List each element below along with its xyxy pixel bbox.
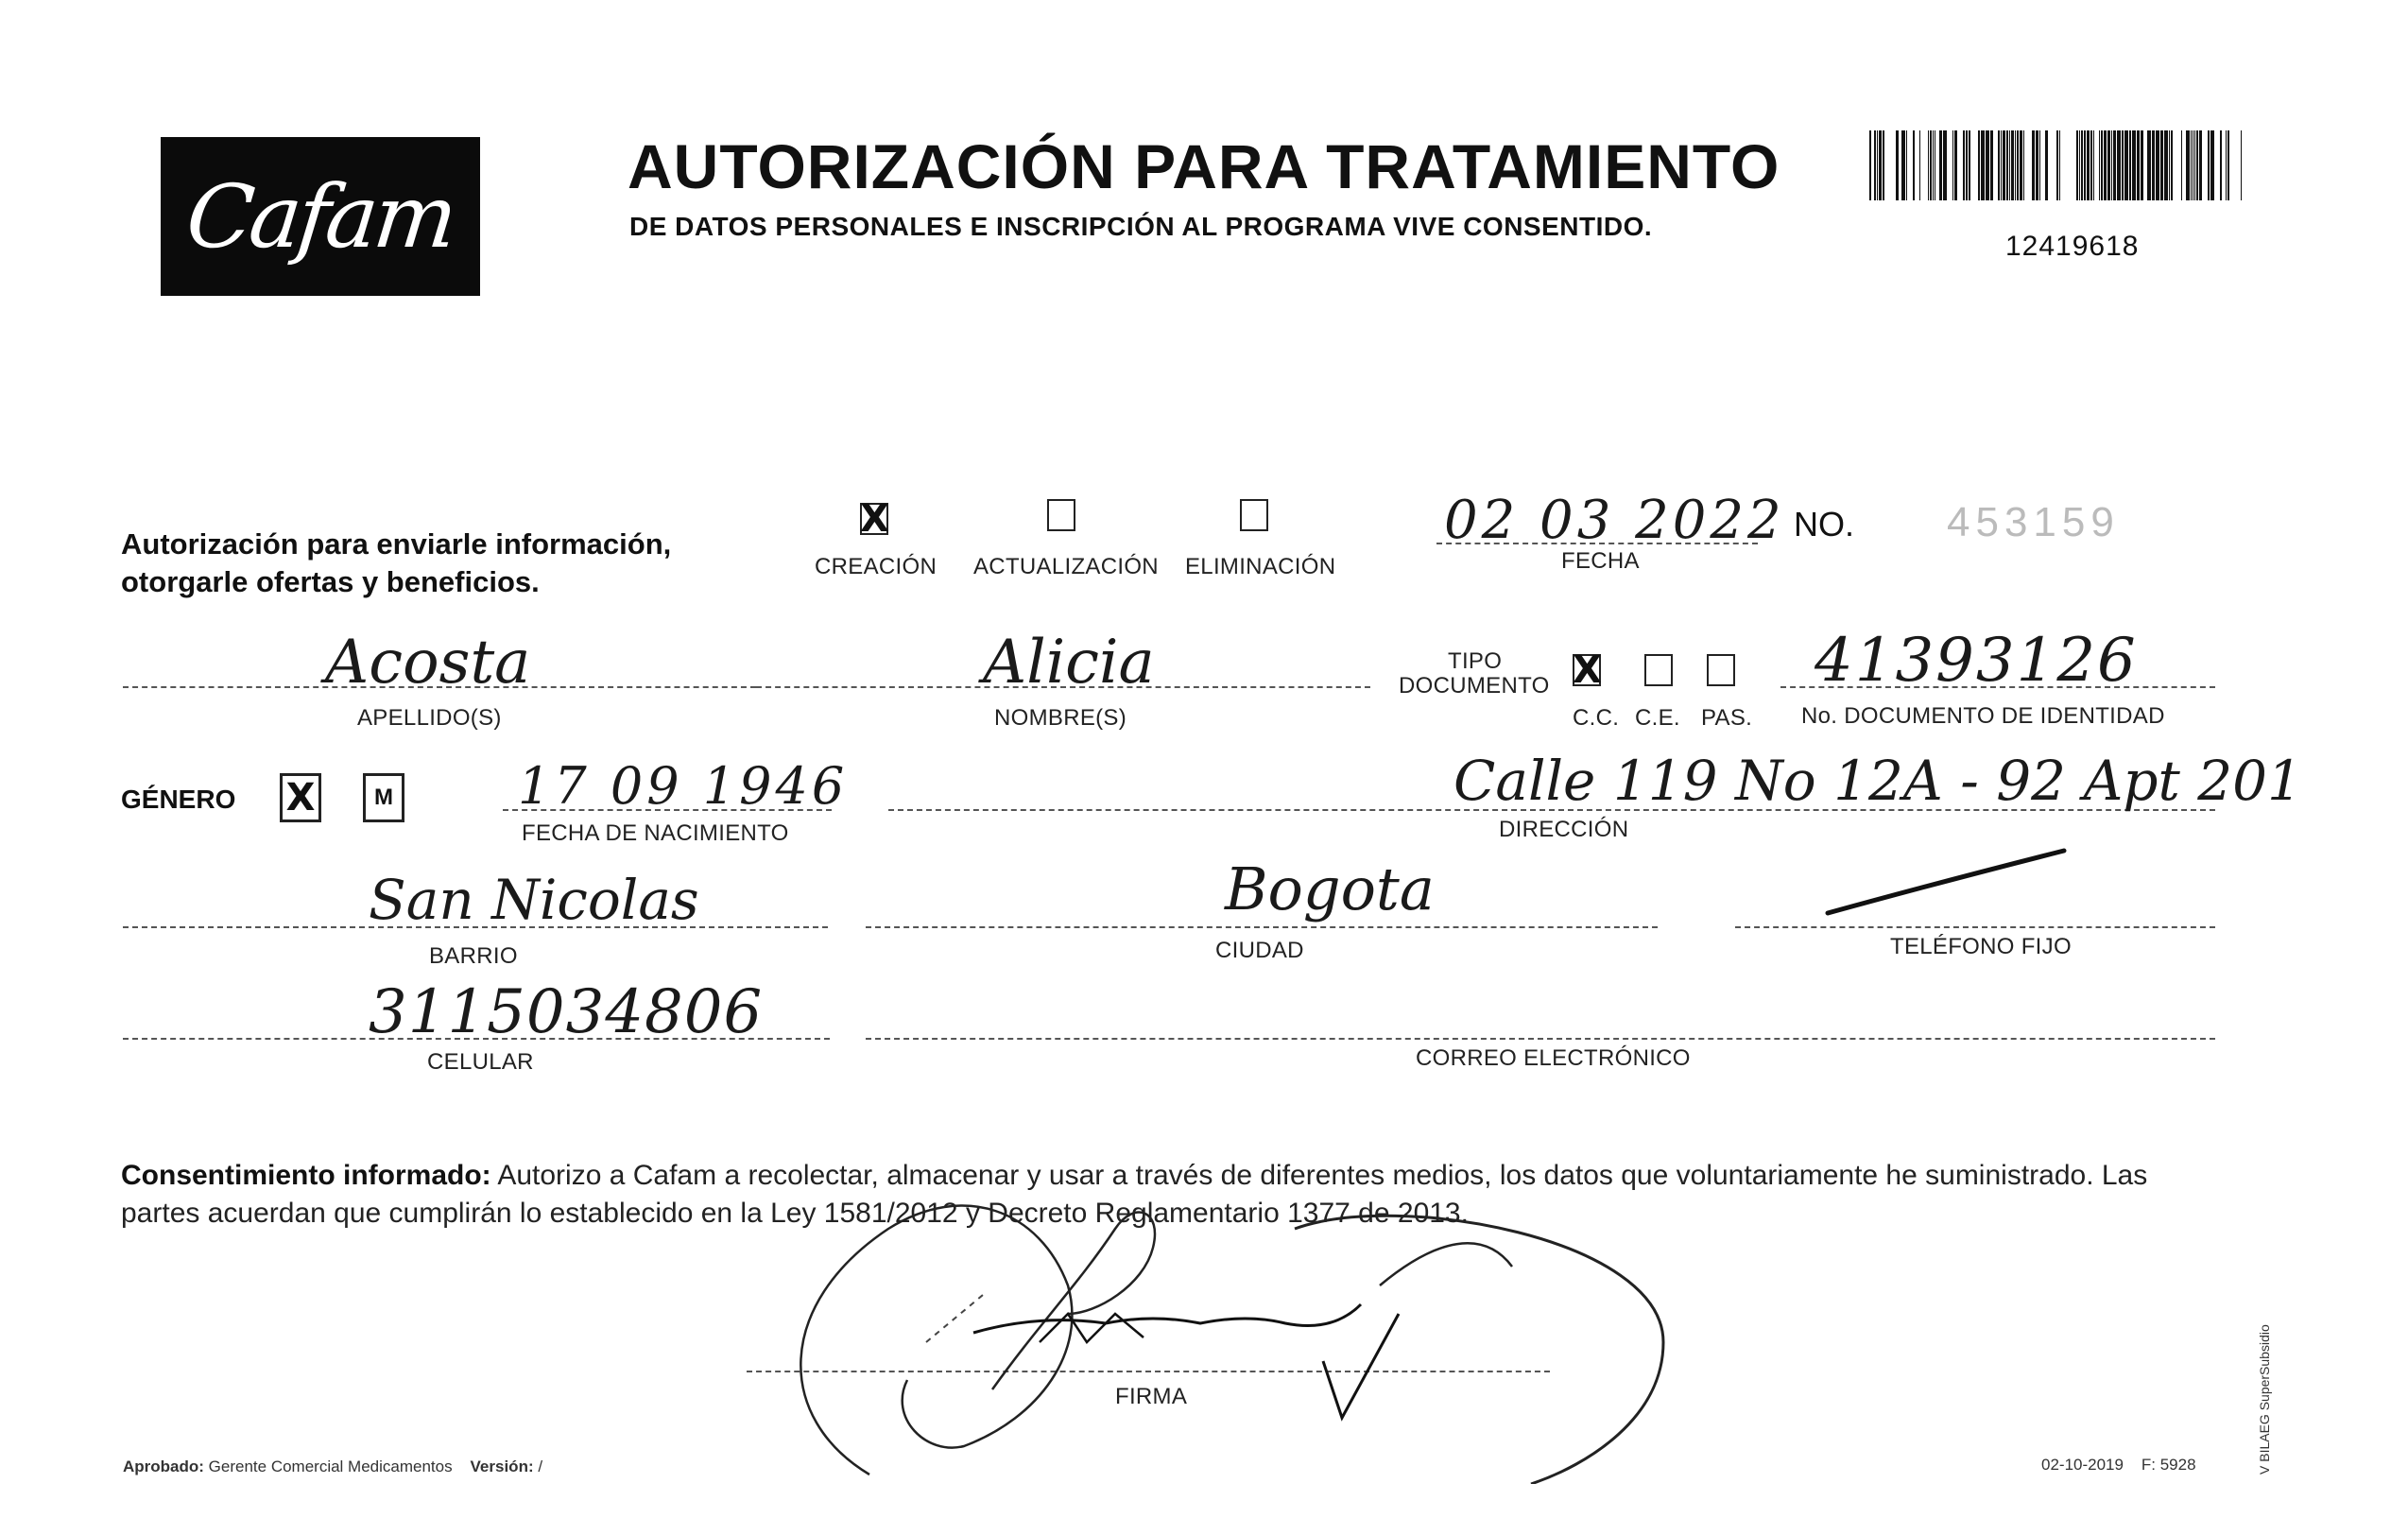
barcode-bar [1874, 130, 1876, 200]
genero-m-letter: M [374, 785, 393, 810]
barrio-value[interactable]: San Nicolas [369, 868, 699, 932]
barcode-bar [1998, 130, 2000, 200]
consent-text: Autorizo a Cafam a recolectar, almacenar y usar a través de diferentes medios, los datos que voluntariamente he suministrado. Las partes acuerdan que cumplirán lo establecido en la Ley 1581/2012 y Decreto Reglamentario 1377 de 2013. [121, 1160, 2148, 1229]
barcode-bar [1933, 130, 1934, 200]
eliminacion-checkbox[interactable] [1240, 499, 1268, 531]
eliminacion-label: ELIMINACIÓN [1185, 554, 1336, 579]
barcode-bar [2226, 130, 2227, 200]
creacion-checkbox[interactable] [860, 497, 889, 541]
barcode-bar [2001, 130, 2002, 200]
barcode-bar [1879, 130, 1882, 200]
barcode-bar [2107, 130, 2110, 200]
barcode-bar [2113, 130, 2116, 200]
version-value: / [538, 1458, 543, 1475]
creacion-check-mark: X [860, 497, 889, 541]
barcode-bar [2045, 130, 2048, 200]
barcode-bar [2011, 130, 2014, 200]
direccion-value[interactable]: Calle 119 No 12A - 92 Apt 201 [1453, 749, 2302, 813]
barcode-bar [2208, 130, 2210, 200]
barcode-bar [1939, 130, 1942, 200]
barcode-bar [2056, 130, 2058, 200]
version-label: Versión: [470, 1458, 534, 1475]
barcode-bar [2220, 130, 2222, 200]
creacion-label: CREACIÓN [815, 554, 937, 579]
barcode-bar [2104, 130, 2107, 200]
form-subtitle: DE DATOS PERSONALES E INSCRIPCIÓN AL PROGRAMA VIVE CONSENTIDO. [629, 212, 1653, 241]
barcode-bar [2186, 130, 2190, 200]
barcode-bar [1981, 130, 1985, 200]
barcode-bar [1966, 130, 1968, 200]
genero-m-checkbox[interactable] [363, 773, 404, 822]
barcode-bar [2059, 130, 2060, 200]
barcode-bar [2087, 130, 2090, 200]
logo-text: Cafam [181, 165, 459, 267]
tipo-label-2: DOCUMENTO [1399, 673, 1550, 699]
barcode [1869, 130, 2249, 200]
numero-value: 453159 [1947, 499, 2120, 545]
celular-label: CELULAR [427, 1049, 534, 1075]
ce-label: C.E. [1635, 705, 1680, 731]
barcode-bar [1906, 130, 1907, 200]
cc-checkbox[interactable] [1573, 648, 1602, 692]
ce-checkbox[interactable] [1644, 654, 1673, 686]
barcode-bar [2137, 130, 2140, 200]
cc-check-mark: X [1573, 648, 1602, 692]
barcode-bar [1990, 130, 1993, 200]
consent-bold: Consentimiento informado: [121, 1160, 491, 1191]
barcode-bar [1869, 130, 1871, 200]
pas-checkbox[interactable] [1707, 654, 1735, 686]
footer-date: 02-10-2019 [2041, 1456, 2124, 1474]
barcode-bar [2084, 130, 2086, 200]
barcode-bar [2147, 130, 2151, 200]
barcode-bar [2141, 130, 2143, 200]
ciudad-line [866, 926, 1658, 928]
barcode-bar [2160, 130, 2163, 200]
barcode-bar [1901, 130, 1905, 200]
barcode-bar [2032, 130, 2035, 200]
correo-line [866, 1038, 2215, 1040]
barcode-bar [2117, 130, 2121, 200]
barcode-bar [2152, 130, 2155, 200]
nacimiento-value[interactable]: 17 09 1946 [518, 756, 849, 816]
apellido-label: APELLIDO(S) [357, 705, 502, 731]
celular-value[interactable]: 3115034806 [369, 977, 764, 1047]
nacimiento-label: FECHA DE NACIMIENTO [522, 820, 789, 846]
footer-form-code: F: 5928 [2141, 1456, 2196, 1474]
telefono-line [1735, 926, 2215, 928]
barcode-bar [2122, 130, 2124, 200]
barcode-bar [2017, 130, 2019, 200]
barcode-bar [2009, 130, 2010, 200]
barcode-bar [2020, 130, 2022, 200]
barcode-bar [1978, 130, 1980, 200]
intro-text [121, 526, 671, 601]
barcode-bar [2210, 130, 2214, 200]
barcode-bar [2199, 130, 2202, 200]
barcode-bar [1883, 130, 1884, 200]
actualizacion-label: ACTUALIZACIÓN [973, 554, 1159, 579]
pas-label: PAS. [1701, 705, 1753, 731]
barcode-bar [2023, 130, 2024, 200]
nombre-value[interactable]: Alicia [983, 628, 1155, 698]
barcode-bar [2006, 130, 2008, 200]
barcode-bar [2015, 130, 2016, 200]
barcode-bar [2099, 130, 2100, 200]
barcode-bar [1913, 130, 1915, 200]
barcode-bar [2227, 130, 2229, 200]
footer-codes [2041, 1456, 2196, 1475]
actualizacion-checkbox[interactable] [1047, 499, 1075, 531]
genero-f-checkbox[interactable] [280, 773, 321, 822]
barcode-bar [2181, 130, 2182, 200]
barcode-bar [2003, 130, 2005, 200]
barcode-bar [2039, 130, 2040, 200]
ciudad-value[interactable]: Bogota [1225, 854, 1435, 923]
barcode-bar [1943, 130, 1947, 200]
footer-approval [123, 1458, 542, 1476]
telefono-strike [1824, 845, 2070, 921]
documento-label: No. DOCUMENTO DE IDENTIDAD [1801, 703, 2165, 729]
form-title: AUTORIZACIÓN PARA TRATAMIENTO [628, 131, 1780, 201]
barcode-bar [1930, 130, 1932, 200]
barcode-bar [2111, 130, 2112, 200]
barcode-bar [1928, 130, 1929, 200]
correo-label: CORREO ELECTRÓNICO [1416, 1045, 1691, 1071]
documento-value[interactable]: 41393126 [1815, 626, 2138, 696]
barcode-bar [2079, 130, 2080, 200]
barcode-bar [2156, 130, 2159, 200]
ciudad-label: CIUDAD [1215, 938, 1304, 963]
numero-label: NO. [1794, 505, 1855, 543]
barcode-bar [2076, 130, 2078, 200]
fecha-value[interactable]: 02 03 2022 [1444, 490, 1785, 551]
cc-label: C.C. [1573, 705, 1620, 731]
telefono-label: TELÉFONO FIJO [1890, 934, 2072, 959]
barrio-label: BARRIO [429, 943, 518, 969]
nombre-label: NOMBRE(S) [994, 705, 1127, 731]
barcode-bar [2196, 130, 2198, 200]
barcode-bar [2036, 130, 2038, 200]
genero-label: GÉNERO [121, 785, 236, 814]
barcode-number: 12419618 [2005, 231, 2140, 262]
direccion-label: DIRECCIÓN [1499, 817, 1629, 842]
side-vertical-text: V BILAEG SuperSubsidio [2257, 1324, 2272, 1475]
barcode-bar [1963, 130, 1965, 200]
barcode-bar [1919, 130, 1920, 200]
aprobado-value: Gerente Comercial Medicamentos [208, 1458, 453, 1475]
barcode-bar [1969, 130, 1970, 200]
barcode-bar [2241, 130, 2242, 200]
apellido-value[interactable]: Acosta [325, 628, 531, 698]
barcode-bar [2093, 130, 2094, 200]
barcode-bar [1877, 130, 1878, 200]
barcode-bar [2171, 130, 2173, 200]
cafam-logo [161, 137, 480, 296]
barcode-bar [2132, 130, 2136, 200]
genero-f-check-mark: X [285, 776, 316, 819]
barcode-bar [2194, 130, 2195, 200]
barcode-bar [1896, 130, 1899, 200]
barcode-bar [1986, 130, 1989, 200]
intro-line-1: Autorización para enviarle información, [121, 527, 672, 561]
fecha-line [1436, 543, 1758, 544]
fecha-label: FECHA [1561, 548, 1640, 574]
signature[interactable] [756, 1172, 1682, 1484]
barcode-bar [2090, 130, 2092, 200]
firma-label: FIRMA [1115, 1384, 1188, 1409]
tipo-label-1: TIPO [1448, 648, 1503, 674]
barcode-bar [2129, 130, 2131, 200]
barcode-bar [2191, 130, 2192, 200]
barcode-bar [2081, 130, 2083, 200]
intro-line-2: otorgarle ofertas y beneficios. [121, 565, 540, 598]
barcode-bar [2164, 130, 2168, 200]
barcode-bar [2169, 130, 2170, 200]
barcode-bar [2124, 130, 2128, 200]
barcode-bar [1954, 130, 1957, 200]
barcode-bar [2101, 130, 2103, 200]
aprobado-label: Aprobado: [123, 1458, 204, 1475]
barcode-bar [1952, 130, 1953, 200]
